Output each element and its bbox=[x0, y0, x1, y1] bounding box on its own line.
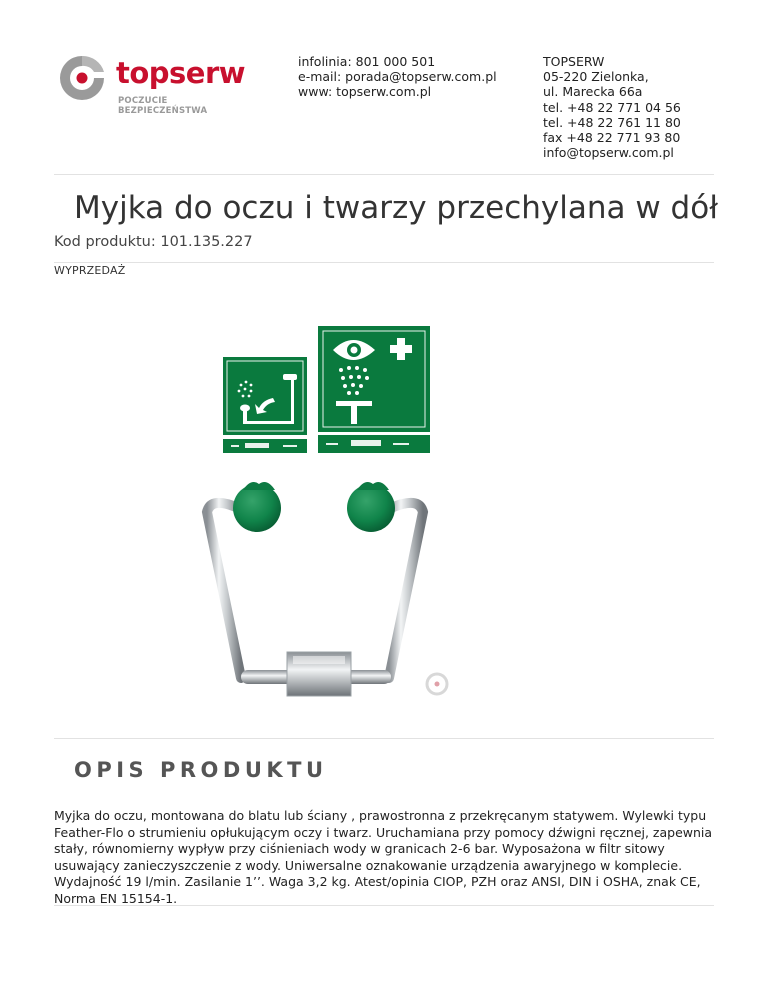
postal-city: 05-220 Zielonka, bbox=[543, 69, 649, 85]
contact-address bbox=[543, 54, 681, 160]
topserw-logo-icon bbox=[54, 50, 112, 106]
brand-logo[interactable] bbox=[54, 50, 254, 116]
fax: fax +48 22 771 93 80 bbox=[543, 130, 681, 146]
product-code: Kod produktu: 101.135.227 bbox=[54, 234, 253, 250]
website-text[interactable]: www: topserw.com.pl bbox=[298, 84, 432, 99]
sale-badge: WYPRZEDAŻ bbox=[54, 264, 126, 277]
page-header bbox=[0, 0, 768, 175]
divider bbox=[54, 174, 714, 175]
product-image bbox=[183, 290, 459, 700]
page-title: Myjka do oczu i twarzy przechylana w dół bbox=[74, 190, 719, 226]
hotline-text: infolinia: 801 000 501 bbox=[298, 54, 436, 69]
section-title: OPIS PRODUKTU bbox=[74, 758, 328, 782]
phone-1: tel. +48 22 771 04 56 bbox=[543, 99, 681, 115]
divider bbox=[54, 262, 714, 263]
email-text[interactable]: e-mail: porada@topserw.com.pl bbox=[298, 69, 497, 84]
company-name: TOPSERW bbox=[543, 54, 605, 69]
product-description: Myjka do oczu, montowana do blatu lub ściany , prawostronna z przekręcanym statywem. Wylewki typu Feather-Flo o strumieniu opłukującym oczy i twarz. Uruchamiana przy pomocy dźwigni ręcznej, zapewnia stały, równomierny wypływ przy ciśnieniach wody w granicach 2-6 bar. Wyposażona w filtr sitowy usuwający zanieczyszczenie z wody. Uniwersalne oznakowanie urządzenia awaryjnego w komplecie. Wydajność 19 l/min. Zasilanie 1’’. Waga 3,2 kg. Atest/opinia CIOP, PZH oraz ANSI, DIN i OSHA, znak CE, Norma EN 15154-1. bbox=[54, 808, 713, 906]
brand-name: topserw bbox=[116, 56, 246, 90]
contact-online bbox=[298, 54, 497, 99]
street: ul. Marecka 66a bbox=[543, 84, 643, 100]
divider bbox=[54, 905, 714, 906]
divider bbox=[54, 738, 714, 739]
info-email[interactable]: info@topserw.com.pl bbox=[543, 145, 674, 161]
eyewash-station-image bbox=[183, 290, 459, 700]
phone-2: tel. +48 22 761 11 80 bbox=[543, 114, 681, 130]
brand-tagline: POCZUCIE BEZPIECZEŃSTWA bbox=[118, 96, 208, 116]
